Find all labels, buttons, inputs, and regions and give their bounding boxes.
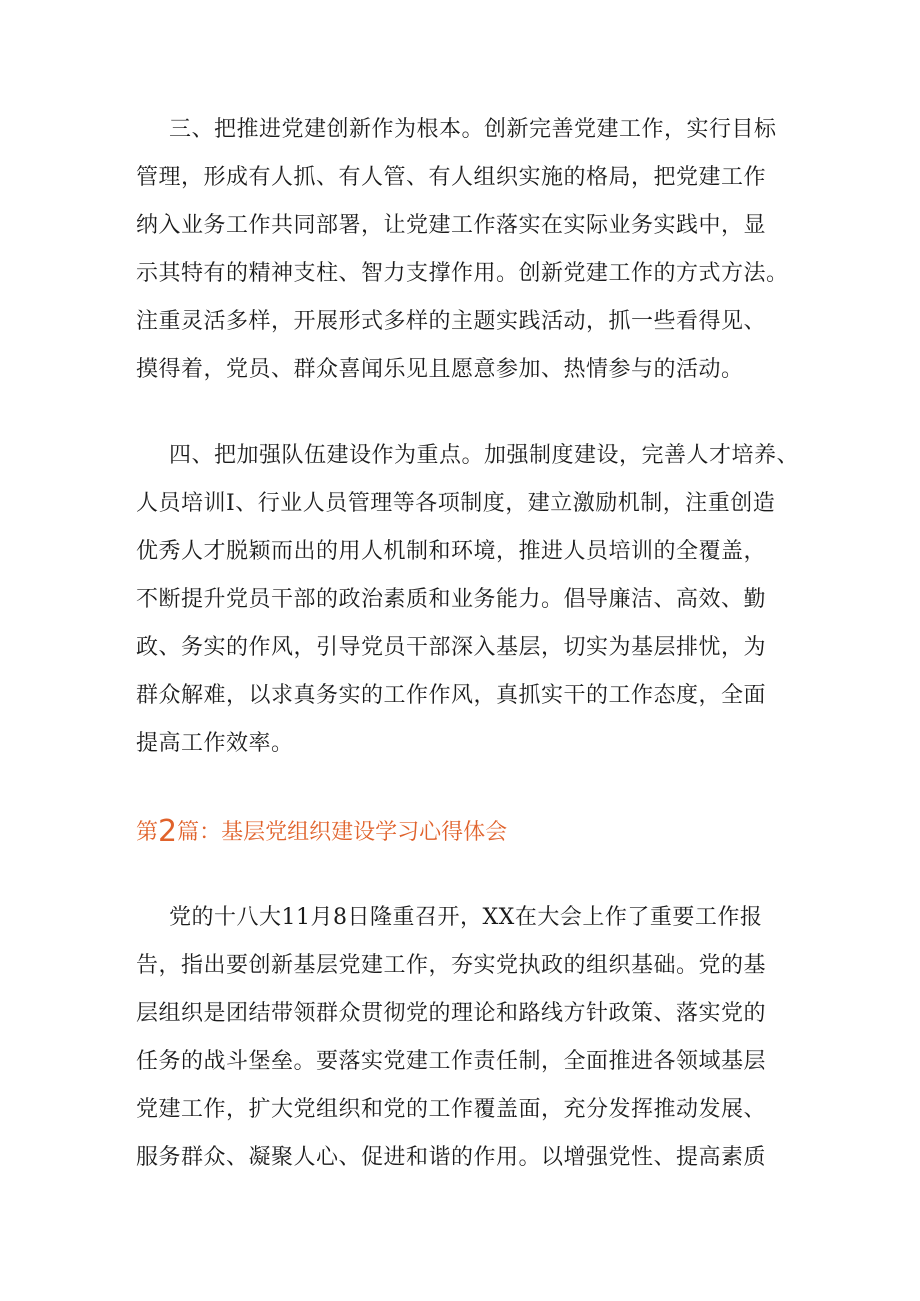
heading-number: 2 (158, 814, 178, 849)
text-line: 层组织是团结带领群众贯彻党的理论和路线方针政策、落实党的 (136, 1001, 767, 1026)
paragraph-team-building (136, 432, 800, 768)
text-line: 群众解难，以求真务实的工作作风，真抓实干的工作态度，全面 (136, 683, 767, 708)
text-line: 三、把推进党建创新作为根本。创新完善党建工作，实行目标 (169, 117, 777, 142)
paragraph-party-innovation (136, 106, 796, 394)
heading-prefix: 第 (136, 820, 159, 845)
text-line: 任务的战斗堡垒。要落实党建工作责任制，全面推进各领域基层 (136, 1049, 767, 1074)
text-line: 不断提升党员干部的政治素质和业务能力。倡导廉洁、高效、勤 (136, 587, 767, 612)
text-line: 提高工作效率。 (136, 731, 294, 756)
text-line: 管理，形成有人抓、有人管、有人组织实施的格局，把党建工作 (136, 165, 767, 190)
text-line: 摸得着，党员、群众喜闻乐见且愿意参加、热情参与的活动。 (136, 357, 744, 382)
text-line: 纳入业务工作共同部署，让党建工作落实在实际业务实践中，显 (136, 213, 767, 238)
text-line: 服务群众、凝聚人心、促进和谐的作用。以增强党性、提高素质 (136, 1145, 767, 1170)
text-line: 党的十八大11月8日隆重召开，XX在大会上作了重要工作报 (169, 905, 763, 930)
text-line: 人员培训I、行业人员管理等各项制度，建立激励机制，注重创造 (136, 491, 776, 516)
text-line: 党建工作，扩大党组织和党的工作覆盖面，充分发挥推动发展、 (136, 1097, 767, 1122)
text-line: 政、务实的作风，引导党员干部深入基层，切实为基层排忧，为 (136, 635, 767, 660)
text-line: 告，指出要创新基层党建工作，夯实党执政的组织基础。党的基 (136, 953, 767, 978)
heading-title: 篇：基层党组织建设学习心得体会 (177, 820, 508, 845)
text-line: 四、把加强队伍建设作为重点。加强制度建设，完善人才培养、 (169, 443, 800, 468)
text-line: 示其特有的精神支柱、智力支撑作用。创新党建工作的方式方法。 (136, 261, 789, 286)
paragraph-grassroots (136, 894, 796, 1182)
section-heading (136, 812, 507, 853)
text-line: 优秀人才脱颖而出的用人机制和环境，推进人员培训的全覆盖， (136, 539, 767, 564)
text-line: 注重灵活多样，开展形式多样的主题实践活动，抓一些看得见、 (136, 309, 767, 334)
